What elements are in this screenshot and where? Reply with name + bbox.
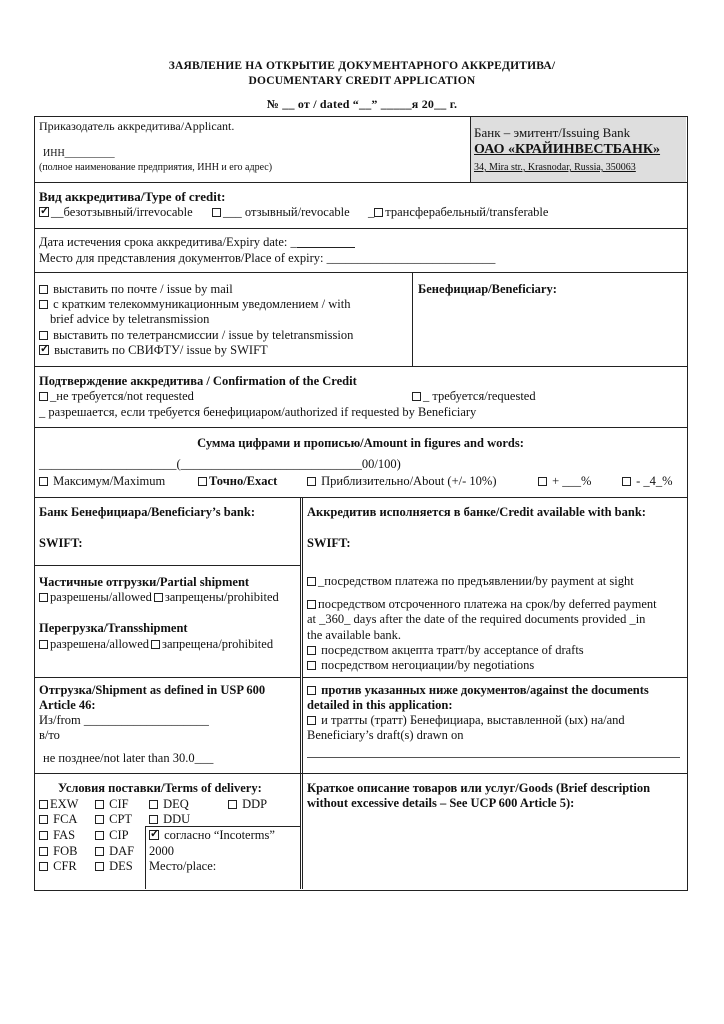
term-exw-label: EXW xyxy=(50,797,79,811)
applicant-inn[interactable]: ИНН__________ xyxy=(43,148,115,159)
divider xyxy=(34,565,300,566)
term-cif-label: CIF xyxy=(109,797,129,811)
checkbox-icon xyxy=(538,477,547,486)
partial-prohibited-label: запрещены/prohibited xyxy=(164,590,279,604)
divider xyxy=(34,497,687,498)
available-bank-swift: SWIFT: xyxy=(307,536,351,550)
transshipment-options xyxy=(39,637,273,652)
beneficiary-label: Бенефициар/Beneficiary: xyxy=(418,282,557,296)
transship-allowed-label: разрешена/allowed xyxy=(50,637,149,651)
checkbox-icon xyxy=(39,815,48,824)
checkbox-icon xyxy=(95,831,104,840)
divider xyxy=(34,366,687,367)
checkbox-icon xyxy=(39,800,48,809)
amount-exact-label: Точно/Exact xyxy=(209,474,278,488)
shipment-title: Отгрузка/Shipment as defined in USP 600 xyxy=(39,683,266,697)
shipment-not-later[interactable]: не позднее/not later than 30.0___ xyxy=(43,751,214,765)
checkbox-icon[interactable] xyxy=(39,640,48,649)
amount-maximum-label: Максимум/Maximum xyxy=(53,474,166,488)
credit-type-irrevocable-label: __безотзывный/irrevocable xyxy=(51,205,193,219)
drafts-drawn-on-line[interactable] xyxy=(307,757,680,758)
divider xyxy=(34,427,687,428)
term-fas-label: FAS xyxy=(53,828,76,842)
incoterms-label: согласно “Incoterms” xyxy=(164,828,275,842)
payment-negotiation-label: посредством негоциации/by negotiations xyxy=(321,658,535,672)
available-bank-label: Аккредитив исполняется в банке/Credit available with bank: xyxy=(307,505,646,519)
checkbox-icon xyxy=(622,477,631,486)
beneficiary-bank-label: Банк Бенефициара/Beneficiary’s bank: xyxy=(39,505,255,519)
term-exw[interactable] xyxy=(39,797,78,812)
divider xyxy=(412,272,413,366)
checkbox-checked-icon xyxy=(149,830,159,840)
form-number-line: № __ от / dated “__” _____я 20__ г. xyxy=(266,97,458,111)
term-cpt-label: CPT xyxy=(109,812,133,826)
payment-deferred-label: посредством отсроченного платежа на срок/by deferred payment xyxy=(318,597,657,611)
partial-allowed-label: разрешены/allowed xyxy=(50,590,152,604)
checkbox-icon[interactable] xyxy=(154,593,163,602)
divider xyxy=(34,182,687,183)
form-frame xyxy=(34,116,688,891)
goods-title: Краткое описание товаров или услуг/Goods (Brief description xyxy=(307,781,651,795)
credit-type-irrevocable[interactable] xyxy=(39,205,193,220)
checkbox-icon xyxy=(149,815,158,824)
credit-type-transferable[interactable] xyxy=(368,205,548,220)
transshipment-title: Перегрузка/Transshipment xyxy=(39,621,188,635)
documents-drafts-line2: Beneficiary’s draft(s) drawn on xyxy=(307,728,464,742)
checkbox-icon xyxy=(307,661,316,670)
term-fca[interactable] xyxy=(39,812,77,827)
credit-type-transferable-prefix: _ xyxy=(368,205,375,219)
checkbox-icon xyxy=(39,300,48,309)
term-ddp-label: DDP xyxy=(242,797,268,811)
shipment-from[interactable]: Из/from ____________________ xyxy=(39,713,209,727)
incoterms-option[interactable] xyxy=(149,828,275,843)
payment-deferred-line2: at _360_ days after the date of the required documents provided _in xyxy=(307,612,646,626)
credit-type-revocable[interactable] xyxy=(212,205,350,220)
shipment-title-line2: Article 46: xyxy=(39,698,96,712)
issue-swift[interactable] xyxy=(39,343,268,358)
term-cfr-label: CFR xyxy=(53,859,77,873)
checkbox-icon xyxy=(307,600,316,609)
checkbox-icon xyxy=(95,862,104,871)
expiry-date[interactable] xyxy=(39,235,355,250)
divider xyxy=(34,773,687,774)
divider xyxy=(300,497,301,889)
divider xyxy=(145,826,146,889)
amount-minus[interactable] xyxy=(622,474,673,489)
amount-exact[interactable] xyxy=(198,474,277,489)
checkbox-icon xyxy=(39,331,48,340)
issuing-bank-address: 34, Mira str., Krasnodar, Russia, 350063 xyxy=(474,162,636,173)
delivery-title: Условия поставки/Terms of delivery: xyxy=(58,781,262,795)
documents-against[interactable] xyxy=(307,683,649,698)
checkbox-icon xyxy=(39,285,48,294)
issue-brief[interactable] xyxy=(39,297,351,312)
issue-teletransmission-label: выставить по телетрансмиссии / issue by teletransmission xyxy=(53,328,354,342)
applicant-hint: (полное наименование предприятия, ИНН и его адрес) xyxy=(39,162,273,173)
term-cpt[interactable] xyxy=(95,812,132,827)
amount-line[interactable]: ______________________(_____________________________00/100) xyxy=(39,457,401,471)
checkbox-icon xyxy=(95,800,104,809)
credit-type-title: Вид аккредитива/Type of credit: xyxy=(39,189,226,204)
confirmation-not-requested[interactable] xyxy=(39,389,194,404)
term-deq[interactable] xyxy=(149,797,189,812)
incoterms-year: 2000 xyxy=(149,844,174,858)
checkbox-icon xyxy=(39,862,48,871)
amount-title: Сумма цифрами и прописью/Amount in figures and words: xyxy=(197,436,524,450)
checkbox-icon xyxy=(95,847,104,856)
form-title-en: DOCUMENTARY CREDIT APPLICATION xyxy=(248,75,476,87)
issue-mail[interactable] xyxy=(39,282,233,297)
credit-type-revocable-label: ___ отзывный/revocable xyxy=(223,205,350,219)
divider xyxy=(34,228,687,229)
checkbox-icon xyxy=(228,800,237,809)
checkbox-icon[interactable] xyxy=(151,640,160,649)
payment-sight-label: _посредством платежа по предъявлении/by payment at sight xyxy=(318,574,634,588)
goods-title-line2: without excessive details – See UCP 600 Article 5): xyxy=(307,796,575,810)
checkbox-icon xyxy=(149,800,158,809)
term-des[interactable] xyxy=(95,859,133,874)
term-fob[interactable] xyxy=(39,844,77,859)
checkbox-icon xyxy=(307,716,316,725)
term-daf[interactable] xyxy=(95,844,134,859)
issue-mail-label: выставить по почте / issue by mail xyxy=(53,282,233,296)
amount-about[interactable] xyxy=(307,474,496,489)
issue-brief-label: с кратким телекоммуникационным уведомлением / with xyxy=(53,297,351,311)
term-cip-label: CIP xyxy=(109,828,129,842)
amount-minus-label: - _4_% xyxy=(636,474,673,488)
confirmation-not-requested-label: _не требуется/not requested xyxy=(50,389,194,403)
documents-title-line2: detailed in this application: xyxy=(307,698,453,712)
divider xyxy=(302,677,687,678)
divider xyxy=(145,826,300,827)
term-daf-label: DAF xyxy=(109,844,135,858)
term-ddu[interactable] xyxy=(149,812,190,827)
checkbox-icon xyxy=(307,646,316,655)
term-des-label: DES xyxy=(109,859,133,873)
confirmation-title: Подтверждение аккредитива / Confirmation of the Credit xyxy=(39,374,357,388)
partial-shipment-options xyxy=(39,590,279,605)
checkbox-icon xyxy=(39,392,48,401)
term-cfr[interactable] xyxy=(39,859,77,874)
amount-plus[interactable] xyxy=(538,474,591,489)
payment-acceptance-label: посредством акцепта тратт/by acceptance of drafts xyxy=(321,643,584,657)
payment-negotiation[interactable] xyxy=(307,658,534,673)
term-cip[interactable] xyxy=(95,828,129,843)
checkbox-icon xyxy=(307,686,316,695)
term-ddp[interactable] xyxy=(228,797,267,812)
issuing-bank-label: Банк – эмитент/Issuing Bank xyxy=(474,125,631,140)
term-fas[interactable] xyxy=(39,828,75,843)
documents-title: против указанных ниже документов/against the documents xyxy=(321,683,649,697)
documents-drafts-label: и тратты (тратт) Бенефициара, выставленной (ых) на/and xyxy=(321,713,625,727)
documents-drafts[interactable] xyxy=(307,713,625,728)
divider xyxy=(302,497,303,889)
amount-about-label: Приблизительно/About (+/- 10%) xyxy=(321,474,497,488)
checkbox-icon xyxy=(307,577,316,586)
divider xyxy=(34,272,687,273)
checkbox-icon xyxy=(307,477,316,486)
issue-brief-line2: brief advice by teletransmission xyxy=(50,312,210,326)
issue-swift-label: выставить по СВИФТУ/ issue by SWIFT xyxy=(54,343,268,357)
amount-plus-label: + ___% xyxy=(552,474,592,488)
confirmation-requested[interactable] xyxy=(412,389,536,404)
confirmation-requested-label: _ требуется/requested xyxy=(423,389,536,403)
checkbox-icon xyxy=(39,477,48,486)
checkbox-icon xyxy=(39,847,48,856)
checkbox-checked-icon xyxy=(39,207,49,217)
payment-acceptance[interactable] xyxy=(307,643,584,658)
beneficiary-bank-swift: SWIFT: xyxy=(39,536,83,550)
payment-deferred[interactable] xyxy=(307,597,657,612)
shipment-to[interactable]: в/то xyxy=(39,728,60,742)
term-deq-label: DEQ xyxy=(163,797,189,811)
amount-maximum[interactable] xyxy=(39,474,165,489)
applicant-label: Приказодатель аккредитива/Applicant. xyxy=(39,119,235,133)
payment-sight[interactable] xyxy=(307,574,634,589)
delivery-place[interactable]: Место/place: xyxy=(149,859,217,873)
term-cif[interactable] xyxy=(95,797,129,812)
payment-deferred-line3: the available bank. xyxy=(307,628,402,642)
form-title-ru: ЗАЯВЛЕНИЕ НА ОТКРЫТИЕ ДОКУМЕНТАРНОГО АККРЕДИТИВА/ xyxy=(168,60,556,72)
checkbox-icon xyxy=(212,208,221,217)
checkbox-icon xyxy=(412,392,421,401)
checkbox-icon[interactable] xyxy=(39,593,48,602)
credit-type-transferable-label: трансферабельный/transferable xyxy=(385,205,549,219)
divider xyxy=(34,677,300,678)
issuing-bank-name: ОАО «КРАЙИНВЕСТБАНК» xyxy=(474,142,661,157)
term-ddu-label: DDU xyxy=(163,812,191,826)
expiry-place[interactable]: Место для представления документов/Place of expiry: ___________________________ xyxy=(39,251,496,265)
expiry-date-label: Дата истечения срока аккредитива/Expiry date: _ xyxy=(39,235,297,249)
term-fca-label: FCA xyxy=(53,812,78,826)
issue-teletransmission[interactable] xyxy=(39,328,353,343)
checkbox-checked-icon xyxy=(39,345,49,355)
checkbox-icon xyxy=(95,815,104,824)
term-fob-label: FOB xyxy=(53,844,78,858)
expiry-date-line xyxy=(297,235,355,248)
transship-prohibited-label: запрещена/prohibited xyxy=(162,637,274,651)
divider xyxy=(470,117,471,182)
partial-shipment-title: Частичные отгрузки/Partial shipment xyxy=(39,575,250,589)
checkbox-icon xyxy=(198,477,207,486)
checkbox-icon xyxy=(39,831,48,840)
confirmation-authorized[interactable]: _ разрешается, если требуется бенефициаром/authorized if requested by Beneficiary xyxy=(39,405,477,419)
checkbox-icon xyxy=(374,208,383,217)
